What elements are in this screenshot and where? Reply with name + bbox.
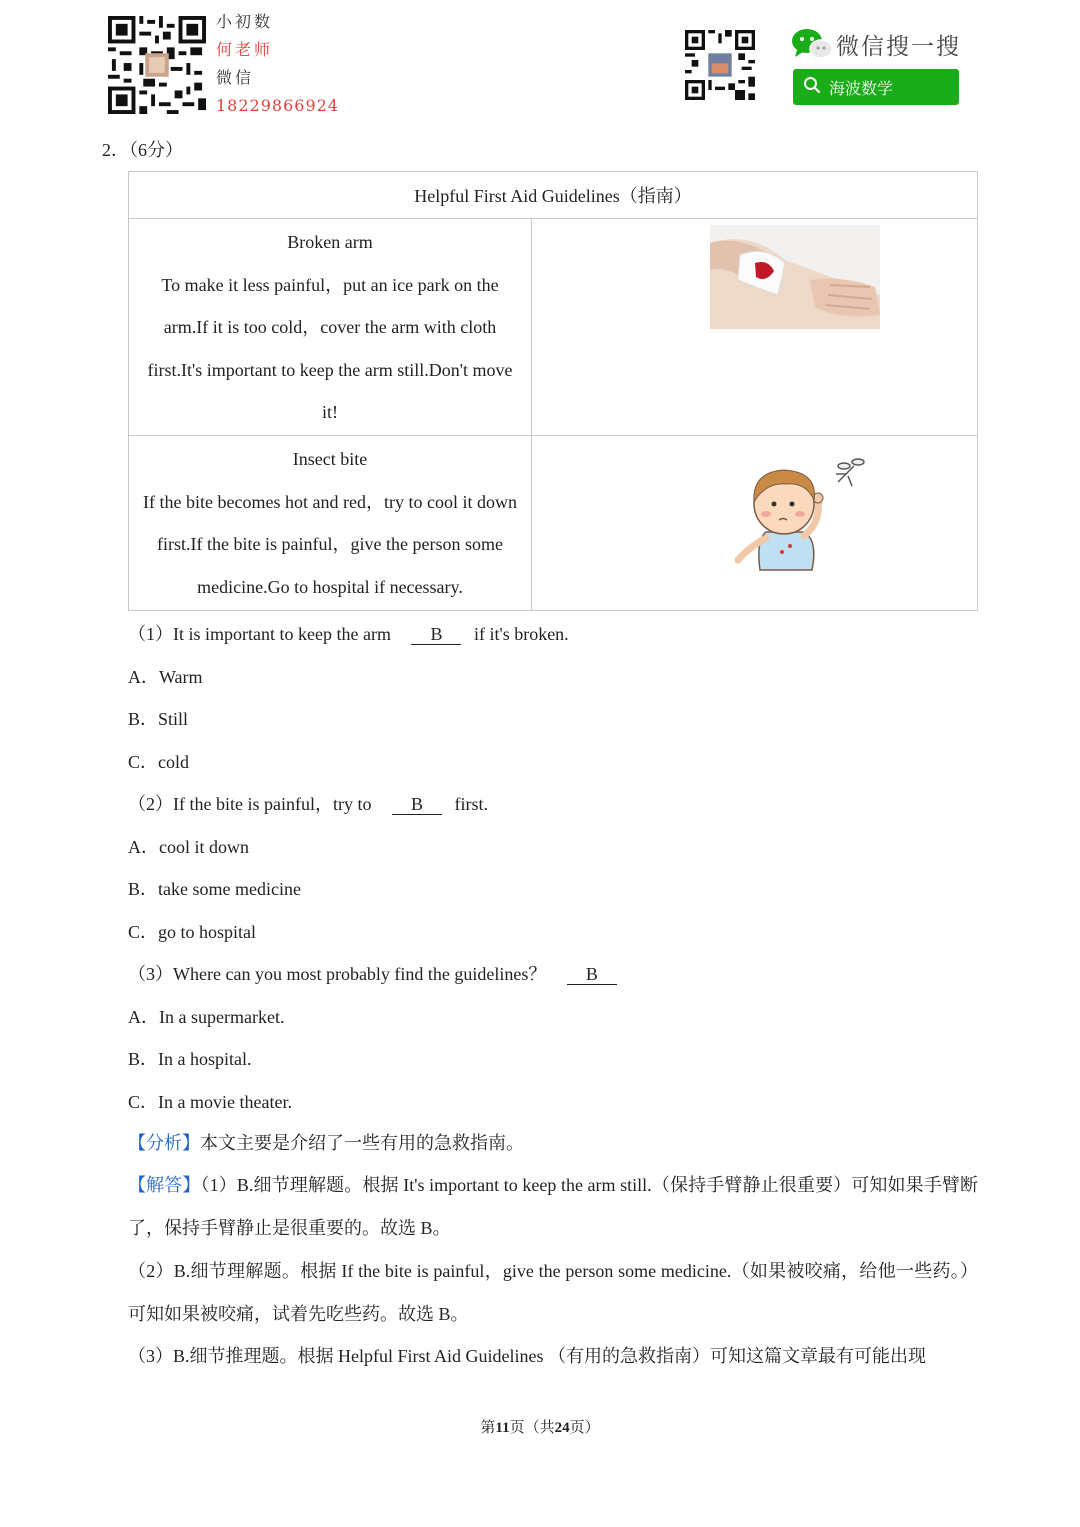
analysis-text: 本文主要是介绍了一些有用的急救指南。 [200, 1133, 524, 1153]
contact-text [216, 8, 339, 120]
option-2b: B．take some medicine [128, 879, 301, 899]
option-3c: C．In a movie theater. [128, 1092, 292, 1112]
solution-label: 【解答】 [128, 1175, 201, 1195]
option-3b: B．In a hospital. [128, 1049, 252, 1069]
search-icon [803, 76, 821, 98]
boy-mosquito-image [726, 452, 872, 574]
qr-code-left [108, 16, 206, 114]
guidelines-table [128, 171, 978, 611]
insect-bite-text-cell [129, 436, 532, 611]
insect-bite-line-1: If the bite becomes hot and red，try to cool it down [143, 491, 517, 512]
footer-mid: 页（共 [509, 1420, 555, 1436]
subquestion-2-suffix: first. [454, 794, 488, 814]
contact-line-1: 小初数 [216, 12, 274, 31]
page-footer [0, 1416, 1080, 1437]
option-3a: A．In a supermarket. [128, 1007, 285, 1027]
table-title-cell [129, 172, 978, 219]
qr-code-right [685, 30, 755, 100]
subquestion-1-prefix: （1）It is important to keep the arm [128, 624, 391, 644]
insect-bite-heading: Insect bite [292, 449, 368, 469]
broken-arm-image-cell [532, 219, 978, 436]
insect-bite-image-cell [532, 436, 978, 611]
solution-paragraph-3: （3）B.细节推理题。根据 Helpful First Aid Guidelines （有用的急救指南）可知这篇文章最有可能出现 [128, 1346, 926, 1366]
subquestion-3 [128, 953, 625, 995]
solution-paragraph-1 [128, 1164, 978, 1249]
question-number: 2．（6分） [102, 140, 183, 160]
subquestion-2-prefix: （2）If the bite is painful，try to [128, 794, 372, 814]
contact-line-2: 何老师 [216, 40, 274, 59]
footer-prefix: 第 [480, 1420, 496, 1436]
answer-blank-2: B [392, 794, 442, 815]
option-1b: B．Still [128, 709, 189, 729]
contact-line-3: 微信 [216, 68, 255, 87]
footer-total-pages: 24 [554, 1420, 570, 1436]
footer-page-number: 11 [495, 1420, 510, 1436]
option-1a: A．Warm [128, 667, 203, 687]
broken-arm-line-1: To make it less painful，put an ice park on the [161, 274, 499, 295]
subquestion-3-prefix: （3）Where can you most probably find the guidelines？ [128, 964, 547, 984]
broken-arm-text-cell [129, 219, 532, 436]
contact-phone: 18229866924 [216, 96, 339, 115]
option-1c: C．cold [128, 752, 189, 772]
analysis-label: 【分析】 [128, 1133, 200, 1153]
option-2a: A．cool it down [128, 837, 249, 857]
answer-blank-1: B [411, 624, 461, 645]
broken-arm-line-3: first.It's important to keep the arm still.Don't move [147, 359, 513, 380]
broken-arm-line-4: it! [322, 402, 338, 422]
broken-arm-heading: Broken arm [287, 232, 373, 252]
subquestion-1-suffix: if it's broken. [473, 624, 569, 644]
option-2c: C．go to hospital [128, 922, 257, 942]
subquestion-1 [128, 613, 569, 655]
bandaged-arm-image [710, 225, 880, 329]
answer-blank-3: B [567, 964, 617, 985]
footer-suffix: 页） [569, 1420, 600, 1436]
solution-paragraph-2: （2）B.细节理解题。根据 If the bite is painful，give the person some medicine.（如果被咬痛，给他一些药。）可知如果被咬痛，试着先吃些药。故选 B。 [128, 1261, 978, 1324]
insect-bite-line-2: first.If the bite is painful，give the person some [157, 534, 503, 554]
analysis-paragraph [128, 1122, 978, 1165]
search-button-label: 海波数学 [829, 78, 894, 98]
subquestion-2 [128, 783, 488, 825]
solution-text-1: （1）B.细节理解题。根据 It's important to keep the arm still.（保持手臂静止很重要）可知如果手臂断了，保持手臂静止是很重要的。故选 B。 [128, 1175, 979, 1238]
table-title: Helpful First Aid Guidelines（指南） [414, 186, 692, 206]
search-button[interactable] [793, 69, 959, 105]
wechat-logo-icon [791, 27, 833, 61]
broken-arm-line-2: arm.If it is too cold，cover the arm with cloth [163, 317, 497, 337]
wechat-search-title: 微信搜一搜 [836, 34, 961, 60]
insect-bite-line-3: medicine.Go to hospital if necessary. [197, 576, 463, 597]
